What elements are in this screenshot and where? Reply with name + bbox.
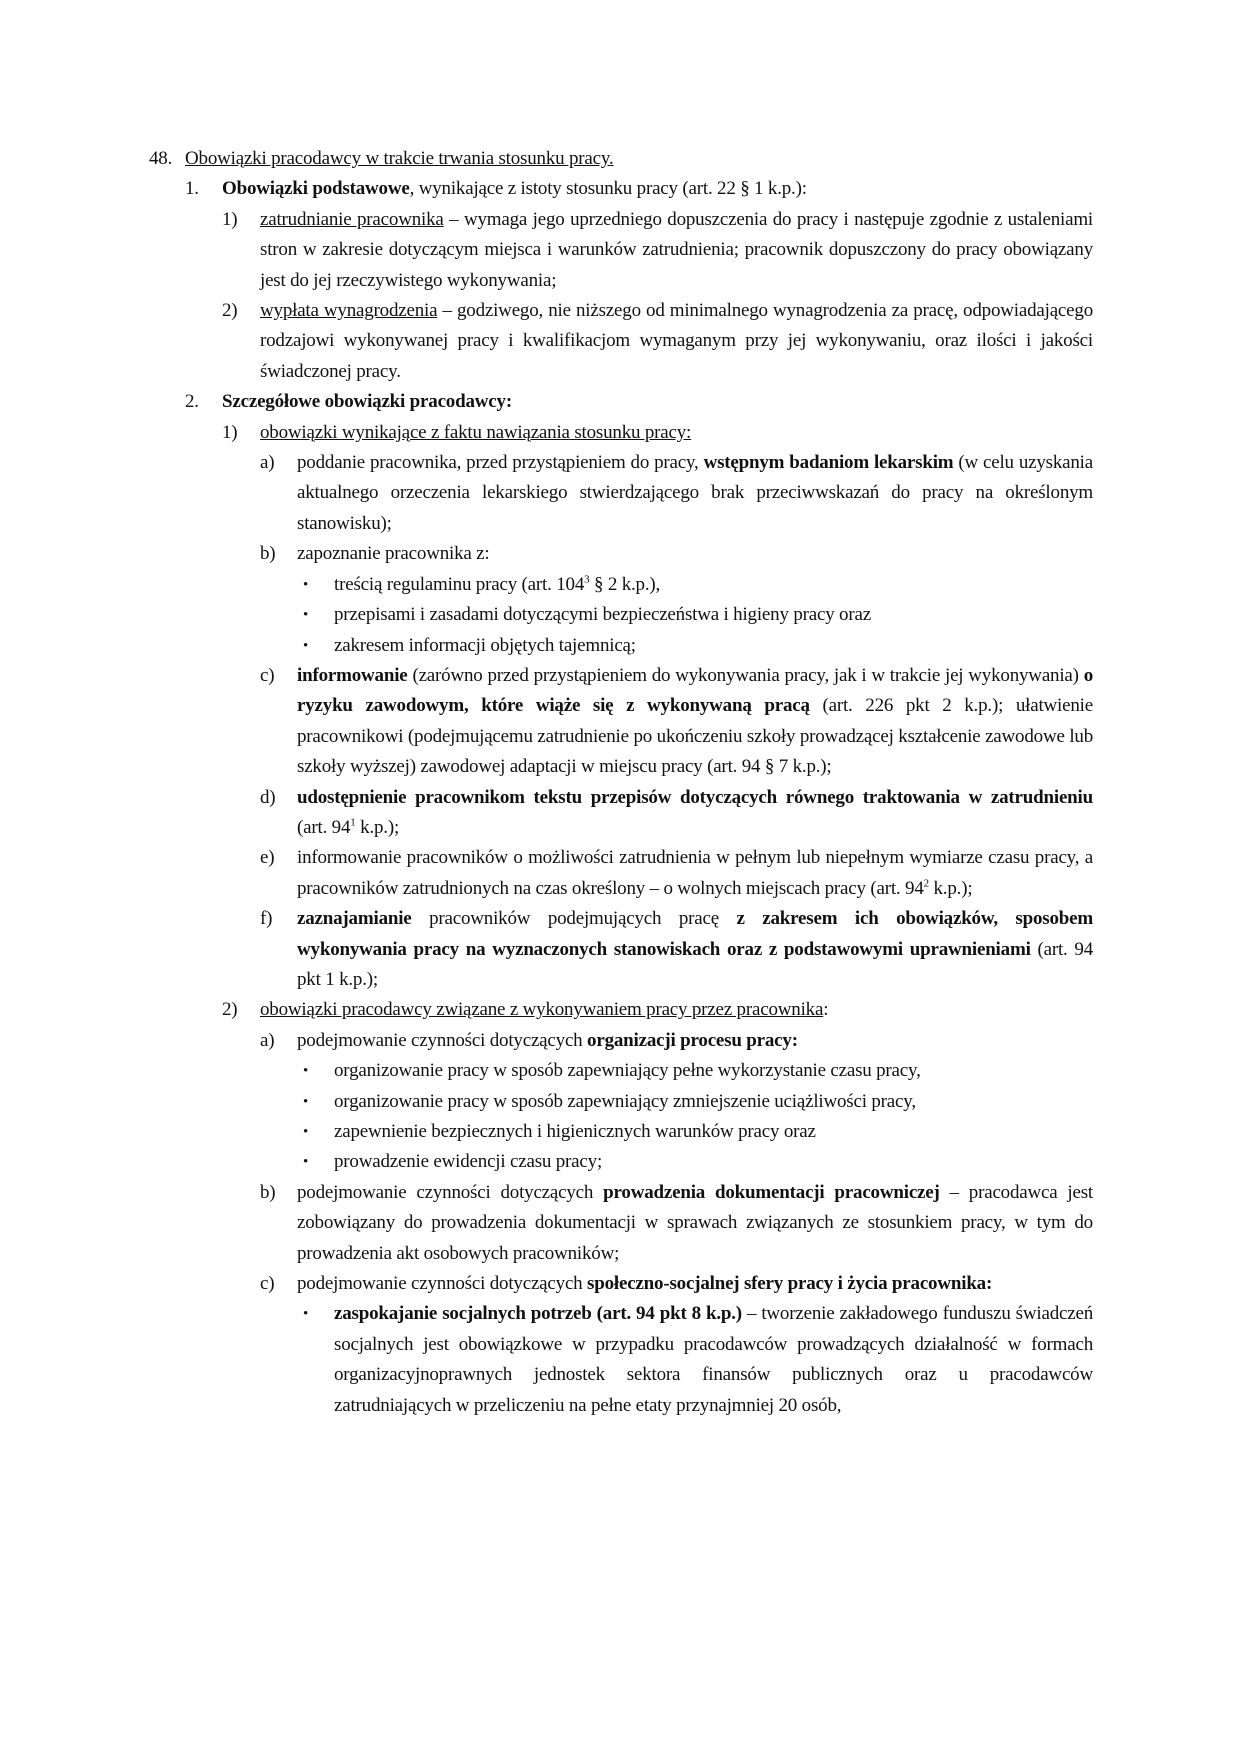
text-segment: podejmowanie czynności dotyczących (297, 1181, 604, 1203)
text-segment: – tworzenie zakładowego funduszu świadczeń socjalnych jest obowiązkowe w przypadku pracodawców prowadzących działalność w formach organizacyjnoprawnych jednostek sektora finansów publicznych oraz u pracodawców zatrudniających w przeliczeniu na pełne etaty przynajmniej 20 osób, (334, 1303, 1093, 1416)
text-segment: organizacji procesu pracy: (587, 1029, 798, 1051)
text-segment: – wymaga jego uprzedniego dopuszczenia do pracy i następuje zgodnie z ustaleniami stron w zakresie dotyczącym miejsca i warunków zatrudnienia; pracownik dopuszczony do pracy obowiązany jest do jej rzeczywistego wykonywania; (260, 208, 1093, 291)
text-segment: przepisami i zasadami dotyczącymi bezpieczeństwa i higieny pracy oraz (334, 604, 871, 626)
bullet-icon: • (303, 1124, 309, 1140)
list-item (222, 418, 1093, 448)
list-marker: 2) (222, 999, 238, 1021)
document-page (0, 144, 1240, 1421)
text-segment: pracowników podejmujących pracę (411, 908, 737, 930)
bullet-icon: • (303, 607, 309, 624)
bullet-icon: • (303, 1306, 309, 1323)
bullet-icon: • (303, 576, 309, 593)
text-segment: poddanie pracownika, przed przystąpieniem do pracy, (297, 452, 704, 474)
bullet-item (303, 631, 1093, 661)
list-marker: b) (260, 543, 276, 565)
text-segment: organizowanie pracy w sposób zapewniający pełne wykorzystanie czasu pracy, (334, 1060, 921, 1082)
list-item (185, 387, 1093, 417)
bullet-icon: • (303, 1063, 309, 1080)
list-item (260, 448, 1093, 539)
list-marker: 1) (222, 421, 238, 443)
text-segment: zaznajamianie (297, 908, 412, 930)
list-item (260, 539, 1093, 569)
text-segment: k.p.); (355, 816, 400, 838)
list-marker: 1. (185, 178, 199, 200)
bullet-icon: • (303, 1093, 309, 1110)
text-segment: zaspokajanie socjalnych potrzeb (art. 94 pkt 8 k.p.) (334, 1303, 742, 1325)
text-segment: Obowiązki podstawowe (222, 178, 410, 200)
text-segment: udostępnienie pracownikom tekstu przepisów dotyczących równego traktowania w zatrudnieniu (297, 786, 1093, 808)
text-segment: (art. 226 pkt 2 k.p.); ułatwienie pracownikowi (podejmującemu zatrudnienie po ukończeniu szkoły prowadzącej kształcenie zawodowe lub szkoły wyższej) zawodowej adaptacji w miejscu pracy (art. 94 § 7 k.p.); (297, 695, 1093, 778)
text-segment: treścią regulaminu pracy (art. 104 (334, 573, 585, 595)
list-marker: e) (260, 847, 275, 869)
list-item (260, 1178, 1094, 1269)
bullet-item (303, 1299, 1093, 1421)
list-item (260, 1269, 1093, 1299)
list-marker: a) (260, 1029, 275, 1051)
text-segment: , wynikające z istoty stosunku pracy (art. 22 § 1 k.p.): (409, 178, 807, 200)
text-segment: k.p.); (928, 877, 973, 899)
text-segment: obowiązki wynikające z faktu nawiązania stosunku pracy: (260, 421, 692, 443)
bullet-item (303, 1117, 1093, 1147)
list-marker: c) (260, 664, 275, 686)
text-segment: obowiązki pracodawcy związane z wykonywaniem pracy przez pracownika (260, 999, 824, 1021)
list-item (260, 1026, 1093, 1056)
bullet-item (303, 1056, 1093, 1086)
text-segment: zatrudnianie pracownika (260, 208, 444, 230)
section-heading (149, 144, 1093, 174)
bullet-item (303, 1087, 1093, 1117)
text-segment: prowadzenia dokumentacji pracowniczej (603, 1181, 940, 1203)
list-marker: 2. (185, 391, 199, 413)
text-segment: : (823, 999, 829, 1021)
text-segment: zakresem informacji objętych tajemnicą; (334, 634, 636, 656)
text-segment: zapewnienie bezpiecznych i higienicznych warunków pracy oraz (334, 1121, 816, 1142)
list-marker: 1) (222, 208, 238, 230)
text-segment: o ryzyku zawodowym, które wiąże się z wykonywaną pracą (297, 664, 1093, 717)
text-segment: (w celu uzyskania aktualnego orzeczenia lekarskiego stwierdzającego brak przeciwwskazań do pracy na określonym stanowisku); (297, 452, 1093, 534)
list-item (260, 904, 1093, 995)
text-segment: wypłata wynagrodzenia (260, 300, 438, 322)
list-item (222, 205, 1093, 296)
list-marker: b) (260, 1181, 276, 1203)
text-segment: zapoznanie pracownika z: (297, 543, 490, 565)
text-segment: prowadzenie ewidencji czasu pracy; (334, 1151, 603, 1173)
list-marker: 48. (149, 148, 173, 169)
text-segment: wstępnym badaniom lekarskim (703, 452, 954, 474)
bullet-icon: • (303, 637, 309, 654)
text-segment: informowanie pracowników o możliwości zatrudnienia w pełnym lub niepełnym wymiarze czasu pracy, a pracowników zatrudnionych na czas określony – o wolnych miejscach pracy (art. 94 (297, 847, 1093, 899)
text-segment: – godziwego, nie niższego od minimalnego wynagrodzenia za pracę, odpowiadającego rodzajowi wykonywanej pracy i kwalifikacjom wymaganym przy jej wykonywaniu, oraz ilości i jakości świadczonej pracy. (260, 300, 1093, 382)
text-segment: (zarówno przed przystąpieniem do wykonywania pracy, jak i w trakcie jej wykonywania) (407, 664, 1084, 686)
list-marker: d) (260, 786, 276, 808)
text-segment: podejmowanie czynności dotyczących (297, 1273, 588, 1295)
list-item (260, 661, 1093, 783)
text-segment: (art. 94 pkt 1 k.p.); (297, 938, 1093, 990)
text-segment: informowanie (297, 664, 408, 686)
list-marker: f) (260, 908, 273, 930)
list-item (222, 296, 1093, 387)
list-item (185, 174, 1093, 204)
bullet-icon: • (303, 1154, 309, 1171)
text-segment: organizowanie pracy w sposób zapewniający zmniejszenie uciążliwości pracy, (334, 1090, 916, 1112)
list-marker: c) (260, 1273, 275, 1295)
superscript: 2 (923, 877, 929, 890)
list-item (260, 843, 1093, 904)
list-item (260, 783, 1093, 844)
superscript: 3 (584, 573, 590, 586)
bullet-item (303, 570, 1093, 600)
text-segment: (art. 94 (297, 816, 351, 838)
text-segment: Szczegółowe obowiązki pracodawcy: (222, 391, 512, 413)
text-segment: podejmowanie czynności dotyczących (297, 1029, 588, 1051)
list-marker: 2) (222, 300, 238, 322)
text-segment: społeczno-socjalnej sfery pracy i życia pracownika: (587, 1273, 993, 1295)
text-segment: Obowiązki pracodawcy w trakcie trwania stosunku pracy. (185, 148, 614, 169)
text-segment: § 2 k.p.), (589, 573, 661, 595)
text-segment: – pracodawca jest zobowiązany do prowadzenia dokumentacji w sprawach związanych ze stosunkiem pracy, w tym do prowadzenia akt osobowych pracowników; (297, 1181, 1094, 1264)
bullet-item (303, 600, 1093, 630)
bullet-item (303, 1147, 1093, 1177)
list-marker: a) (260, 452, 275, 474)
superscript: 1 (350, 816, 356, 829)
text-segment: z zakresem ich obowiązków, sposobem wykonywania pracy na wyznaczonych stanowiskach oraz z podstawowymi uprawnieniami (297, 908, 1093, 960)
list-item (222, 995, 1093, 1025)
